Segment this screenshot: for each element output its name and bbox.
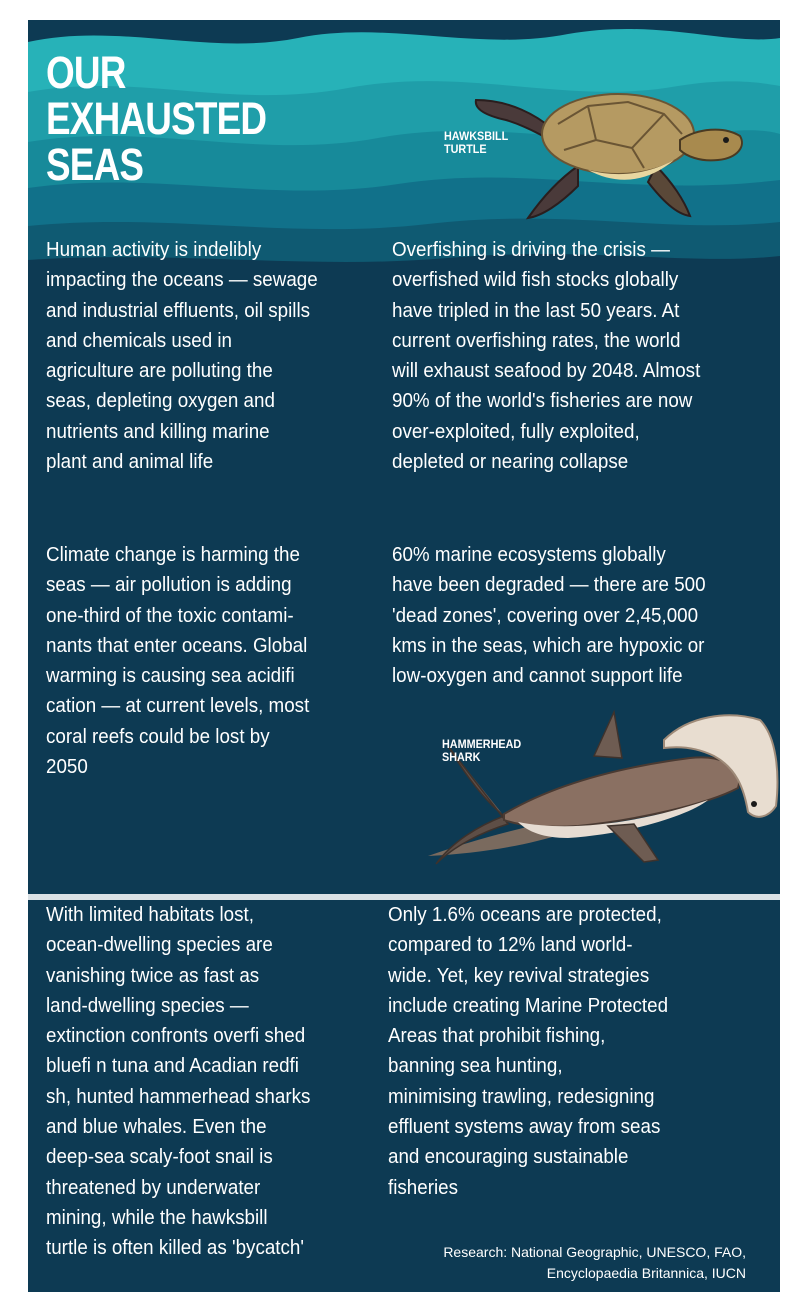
paragraph-line: Areas that prohibit fishing,: [388, 1025, 606, 1048]
paragraph-line: will exhaust seafood by 2048. Almost: [392, 360, 701, 383]
credit-line: Research: National Geographic, UNESCO, FAO,: [443, 1244, 746, 1260]
research-credit: [443, 1242, 746, 1284]
shark-label-line: HAMMERHEAD: [442, 737, 522, 751]
paragraph-line: Climate change is harming the: [46, 544, 300, 566]
paragraph-line: nutrients and killing marine: [46, 420, 270, 443]
paragraph-line: bluefi n tuna and Acadian redfi: [46, 1055, 299, 1078]
paragraph-line: have been degraded — there are 500: [392, 574, 706, 597]
credit-line: Encyclopaedia Britannica, IUCN: [546, 1265, 746, 1281]
paragraph-line: Only 1.6% oceans are protected,: [388, 904, 662, 926]
paragraph-line: compared to 12% land world-: [388, 934, 633, 957]
paragraph-line: one-third of the toxic contami-: [46, 604, 294, 627]
paragraph-line: coral reefs could be lost by: [46, 725, 270, 748]
infographic-panel: [28, 20, 780, 1292]
title-line: OUR: [46, 47, 126, 98]
paragraph-line: and blue whales. Even the: [46, 1116, 267, 1139]
paragraph-line: current overfishing rates, the world: [392, 329, 681, 352]
paragraph-line: and chemicals used in: [46, 329, 233, 352]
paragraph-line: include creating Marine Protected: [388, 994, 669, 1017]
paragraph-line: wide. Yet, key revival strategies: [388, 964, 650, 987]
paragraph-line: threatened by underwater: [46, 1176, 261, 1199]
paragraph-line: nants that enter oceans. Global: [46, 634, 308, 657]
paragraph-line: banning sea hunting,: [388, 1055, 563, 1078]
paragraph-line: ocean-dwelling species are: [46, 934, 273, 957]
habitats-lost-paragraph: [46, 900, 310, 1264]
paragraph-line: overfished wild fish stocks globally: [392, 269, 679, 292]
turtle-label: [444, 130, 508, 156]
paragraph-line: land-dwelling species —: [46, 994, 249, 1017]
paragraph-line: extinction confronts overfi shed: [46, 1025, 306, 1048]
paragraph-line: low-oxygen and cannot support life: [392, 665, 683, 688]
title-line: EXHAUSTED: [46, 93, 267, 144]
paragraph-line: With limited habitats lost,: [46, 904, 254, 926]
page-title: [46, 47, 267, 190]
paragraph-line: minimising trawling, redesigning: [388, 1085, 655, 1108]
paragraph-line: Overfishing is driving the crisis —: [392, 239, 670, 261]
paragraph-line: over-exploited, fully exploited,: [392, 420, 640, 443]
turtle-label-line: TURTLE: [444, 142, 487, 156]
paragraph-line: seas, depleting oxygen and: [46, 390, 275, 413]
paragraph-line: effluent systems away from seas: [388, 1116, 661, 1139]
paragraph-line: seas — air pollution is adding: [46, 574, 292, 597]
paragraph-line: impacting the oceans — sewage: [46, 269, 318, 292]
paragraph-line: mining, while the hawksbill: [46, 1206, 268, 1229]
degraded-ecosystems-paragraph: [392, 540, 706, 691]
paragraph-line: have tripled in the last 50 years. At: [392, 299, 680, 322]
title-line: SEAS: [46, 139, 144, 190]
shark-label-line: SHARK: [442, 750, 481, 764]
paragraph-line: kms in the seas, which are hypoxic or: [392, 634, 705, 657]
paragraph-line: and industrial effluents, oil spills: [46, 299, 311, 322]
hawksbill-turtle-icon: [468, 70, 758, 220]
paragraph-line: vanishing twice as fast as: [46, 964, 260, 987]
turtle-label-line: HAWKSBILL: [444, 129, 509, 143]
paragraph-line: sh, hunted hammerhead sharks: [46, 1085, 311, 1108]
paragraph-line: fisheries: [388, 1176, 459, 1199]
paragraph-line: 2050: [46, 756, 88, 779]
paragraph-line: cation — at current levels, most: [46, 695, 310, 718]
paragraph-line: 90% of the world's fisheries are now: [392, 390, 693, 413]
paragraph-line: plant and animal life: [46, 451, 214, 474]
paragraph-line: agriculture are polluting the: [46, 360, 273, 383]
paragraph-line: warming is causing sea acidifi: [46, 665, 295, 688]
hammerhead-shark-icon: [408, 696, 780, 874]
paragraph-line: depleted or nearing collapse: [392, 451, 629, 474]
shark-label: [442, 738, 521, 764]
paragraph-line: Human activity is indelibly: [46, 239, 262, 261]
overfishing-paragraph: [392, 235, 700, 477]
human-activity-paragraph: [46, 235, 318, 477]
paragraph-line: and encouraging sustainable: [388, 1146, 629, 1169]
paragraph-line: deep-sea scaly-foot snail is: [46, 1146, 273, 1169]
paragraph-line: turtle is often killed as 'bycatch': [46, 1237, 304, 1260]
paragraph-line: 60% marine ecosystems globally: [392, 544, 666, 566]
protected-oceans-paragraph: [388, 900, 668, 1203]
climate-change-paragraph: [46, 540, 309, 782]
paragraph-line: 'dead zones', covering over 2,45,000: [392, 604, 699, 627]
